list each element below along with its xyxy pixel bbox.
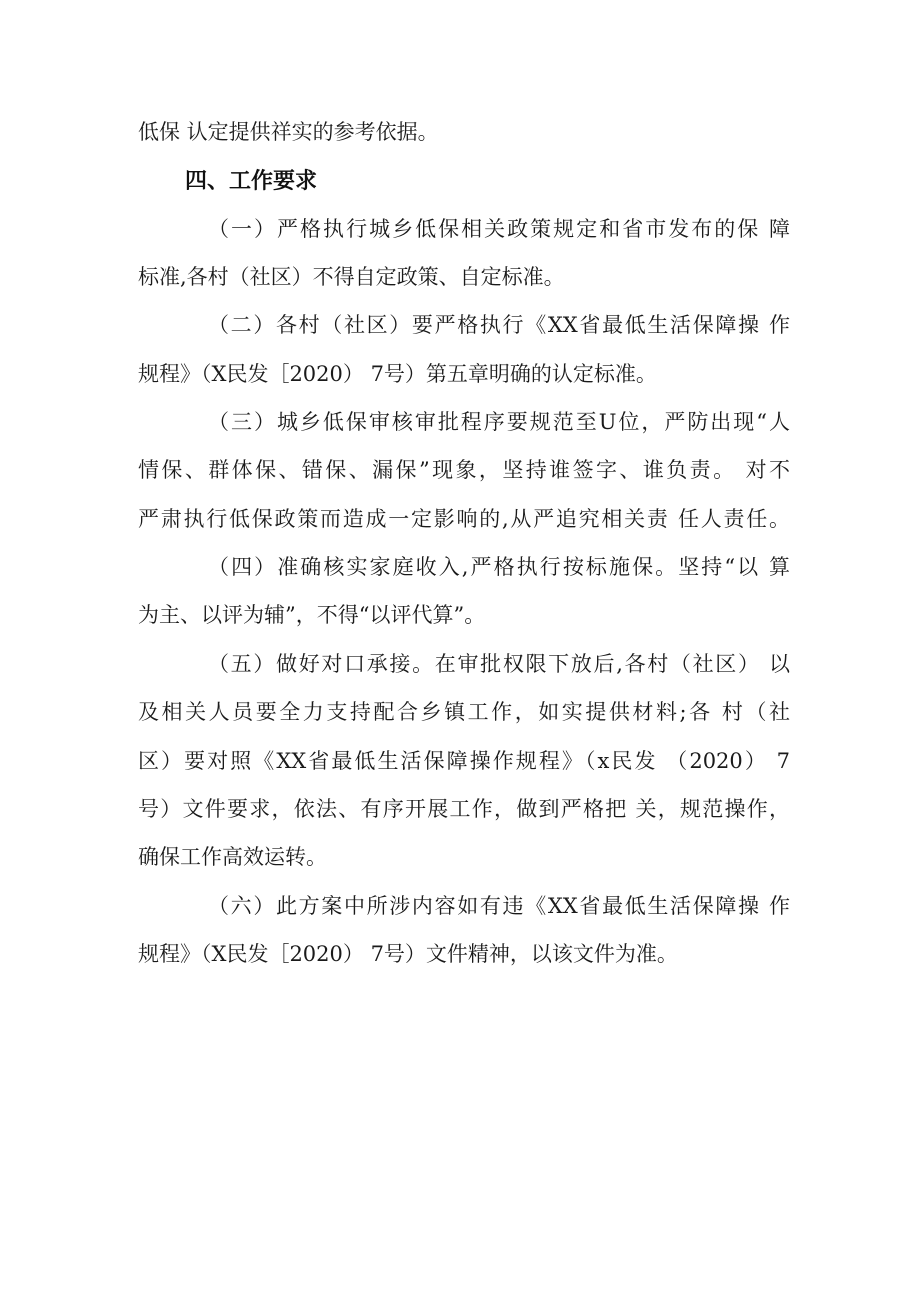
- item-6-line-2: 规程》（X民发［2020） 7号）文件精神，以该文件为准。: [138, 942, 678, 966]
- item-6-line-1: （六）此方案中所涉内容如有违《XX省最低生活保障操 作: [208, 894, 790, 918]
- item-1-line-1: （一）严格执行城乡低保相关政策规定和省市发布的保 障: [208, 217, 790, 241]
- intro-tail-line: 低保 认定提供祥实的参考依据。: [138, 120, 439, 144]
- item-2-line-2: 规程》（X民发［2020） 7号）第五章明确的认定标准。: [138, 362, 657, 386]
- item-1-line-2: 标准,各村（社区）不得自定政策、自定标准。: [138, 265, 565, 289]
- item-5-line-3: 区）要对照《XX省最低生活保障操作规程》（x民发 （2020） 7: [138, 749, 790, 773]
- item-3-line-2: 情保、群体保、错保、漏保”现象，坚持谁签字、谁负责。 对不: [138, 458, 790, 482]
- item-2-line-1: （二）各村（社区）要严格执行《XX省最低生活保障操 作: [208, 313, 790, 337]
- item-5-line-4: 号）文件要求，依法、有序开展工作，做到严格把 关，规范操作，: [138, 797, 790, 821]
- item-3-line-3: 严肃执行低保政策而造成一定影响的,从严追究相关责 任人责任。: [138, 507, 790, 531]
- item-5-line-1: （五）做好对口承接。在审批权限下放后,各村（社区） 以: [208, 652, 790, 676]
- section-heading: 四、工作要求: [185, 169, 318, 194]
- item-5-line-5: 确保工作高效运转。: [138, 845, 327, 869]
- item-4-line-2: 为主、以评为辅”，不得“以评代算”。: [138, 603, 486, 627]
- item-5-line-2: 及相关人员要全力支持配合乡镇工作，如实提供材料;各 村（社: [138, 700, 790, 724]
- item-4-line-1: （四）准确核实家庭收入,严格执行按标施保。坚持“以 算: [208, 555, 790, 579]
- item-3-line-1: （三）城乡低保审核审批程序要规范至U位，严防出现“人: [208, 410, 790, 434]
